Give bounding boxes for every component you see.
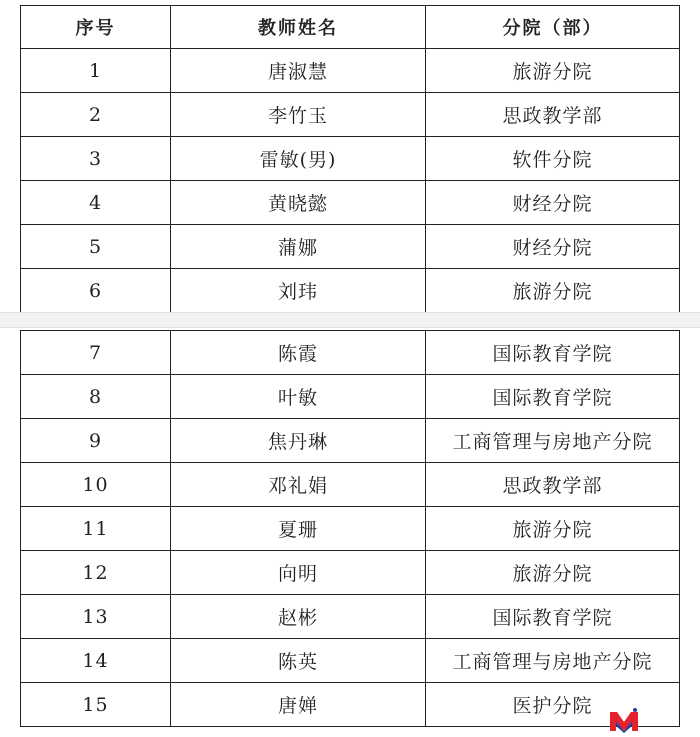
table-row [21,331,680,375]
cell-serial: 7 [21,331,171,375]
teacher-table-part2 [20,330,680,727]
cell-serial: 15 [21,683,171,727]
cell-serial: 2 [21,93,171,137]
cell-department: 医护分院 [426,683,680,727]
cell-teacher-name: 蒲娜 [171,225,426,269]
table-row [21,137,680,181]
cell-serial: 10 [21,463,171,507]
cell-department: 旅游分院 [426,269,680,313]
cell-department: 软件分院 [426,137,680,181]
cell-teacher-name: 陈英 [171,639,426,683]
header-serial: 序号 [21,6,171,49]
header-teacher-name: 教师姓名 [171,6,426,49]
cell-department: 思政教学部 [426,93,680,137]
cell-department: 思政教学部 [426,463,680,507]
table-row [21,595,680,639]
table-row [21,269,680,313]
cell-teacher-name: 赵彬 [171,595,426,639]
cell-serial: 3 [21,137,171,181]
cell-department: 国际教育学院 [426,331,680,375]
cell-serial: 9 [21,419,171,463]
teacher-table-part1 [20,5,680,313]
cell-department: 工商管理与房地产分院 [426,419,680,463]
cell-teacher-name: 陈霞 [171,331,426,375]
cell-teacher-name: 焦丹琳 [171,419,426,463]
table-row [21,181,680,225]
cell-department: 国际教育学院 [426,595,680,639]
table-row [21,639,680,683]
cell-department: 财经分院 [426,225,680,269]
cell-department: 旅游分院 [426,551,680,595]
cell-department: 财经分院 [426,181,680,225]
cell-serial: 13 [21,595,171,639]
table-row [21,225,680,269]
cell-teacher-name: 雷敏(男) [171,137,426,181]
table-header-row [21,6,680,49]
table-row [21,683,680,727]
cell-teacher-name: 邓礼娟 [171,463,426,507]
page-break-separator [0,312,700,328]
table-row [21,507,680,551]
table-row [21,463,680,507]
cell-department: 国际教育学院 [426,375,680,419]
table-row [21,551,680,595]
header-department: 分院（部） [426,6,680,49]
cell-teacher-name: 李竹玉 [171,93,426,137]
cell-department: 工商管理与房地产分院 [426,639,680,683]
cell-teacher-name: 唐婵 [171,683,426,727]
cell-teacher-name: 刘玮 [171,269,426,313]
cell-department: 旅游分院 [426,49,680,93]
table-row [21,419,680,463]
cell-serial: 5 [21,225,171,269]
cell-teacher-name: 夏珊 [171,507,426,551]
cell-serial: 14 [21,639,171,683]
cell-serial: 1 [21,49,171,93]
cell-teacher-name: 黄晓懿 [171,181,426,225]
cell-teacher-name: 向明 [171,551,426,595]
cell-department: 旅游分院 [426,507,680,551]
cell-teacher-name: 唐淑慧 [171,49,426,93]
cell-teacher-name: 叶敏 [171,375,426,419]
table-row [21,49,680,93]
cell-serial: 6 [21,269,171,313]
site-logo-icon [608,707,640,733]
table-row [21,93,680,137]
cell-serial: 8 [21,375,171,419]
cell-serial: 11 [21,507,171,551]
table-row [21,375,680,419]
cell-serial: 4 [21,181,171,225]
cell-serial: 12 [21,551,171,595]
